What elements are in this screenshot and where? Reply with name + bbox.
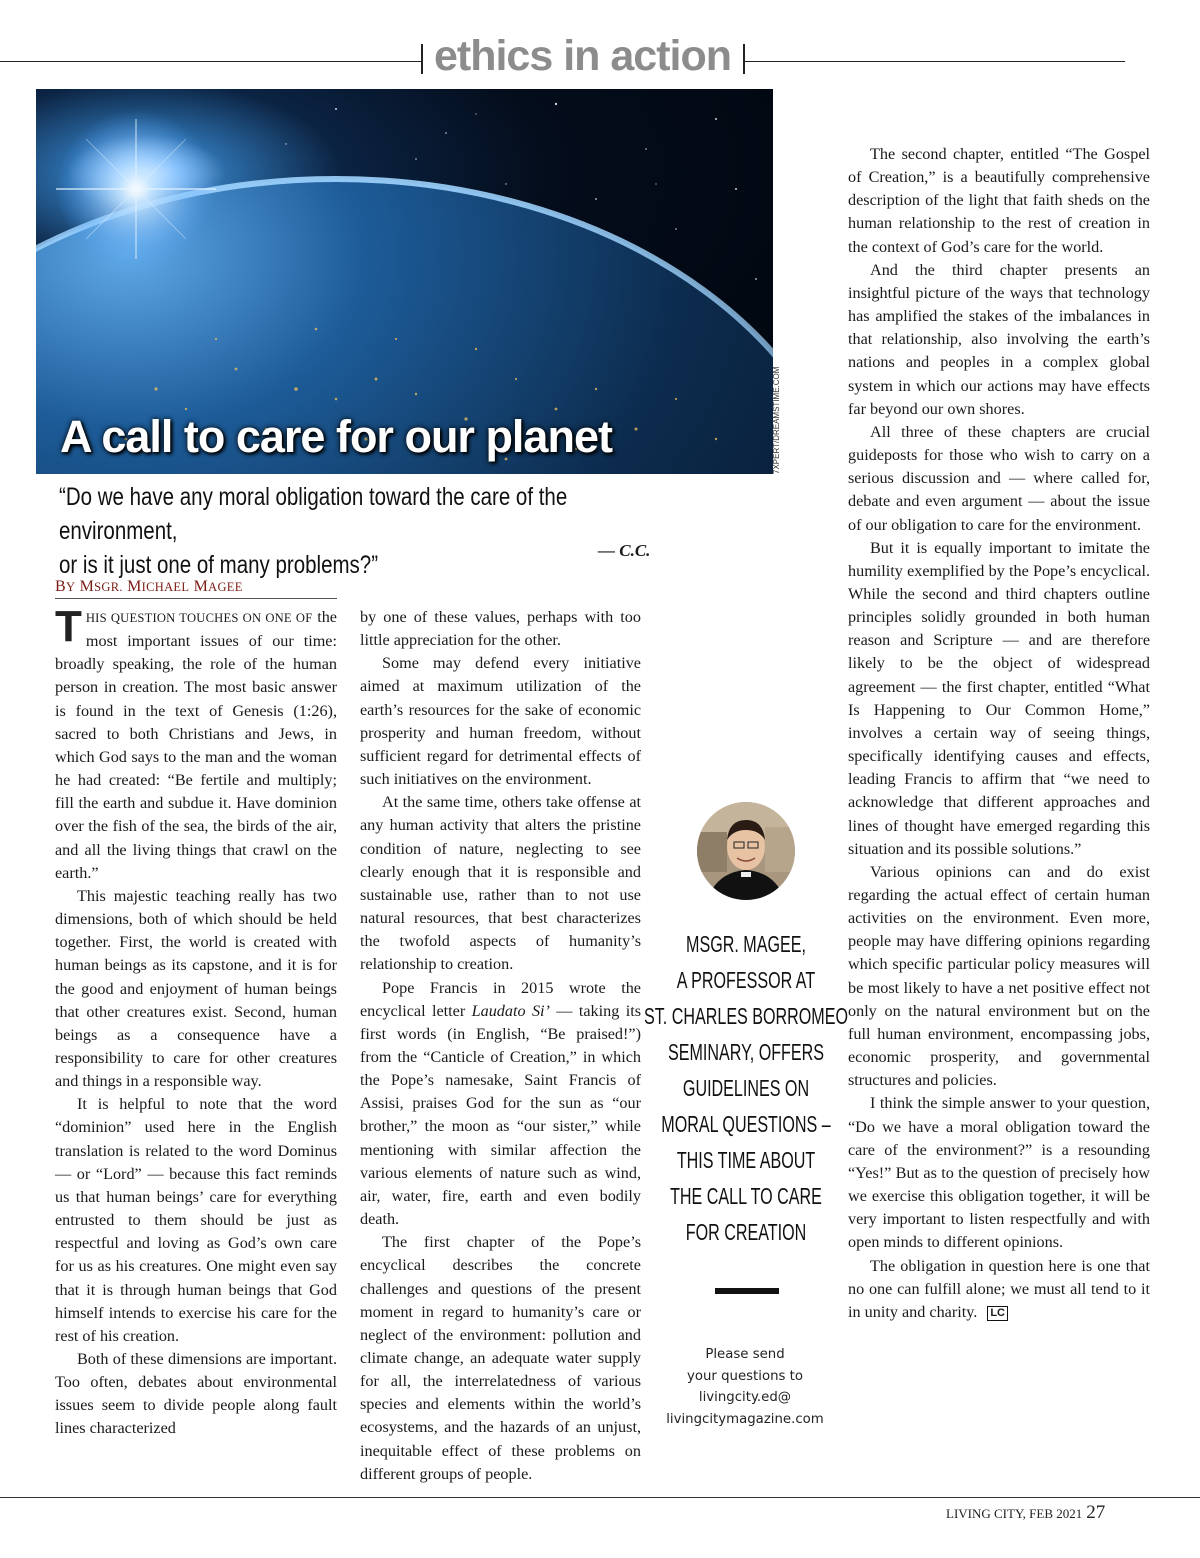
paragraph: At the same time, others take offense at any human activity that alters the pristine condition of nature, neglecting to see clearly enough that it is responsible and sustainable use, rather than to not use natural resources, that best characterizes the twofold aspects of humanity’s relationship to creation. [360,793,641,974]
paragraph: The first chapter of the Pope’s encyclical describes the concrete challenges and questions of the present moment in regard to humanity’s care or neglect of the environment: pollution and climate change, an adequate water supply for all, the interrelatedness of various species and elements within the world’s ecosystems, and the hazards of an unjust, inequitable effect of these problems on different groups of people. [360,1233,641,1483]
paragraph: This majestic teaching really has two dimensions, both of which should be held together. First, the world is created with human beings as its capstone, and it is for the good and enjoyment of human beings that other creatures exist. Second, human beings as a consequence have a responsibility to care for other creatures and things in a responsible way. [55,886,337,1091]
header-rule-left [0,61,422,62]
paragraph: Various opinions can and do exist regarding the actual effect of certain human activities on the environment. Even more, people may have differing opinions regarding which specific particular policy measures will be most likely to have a net positive effect not only on the natural environment but on the full human environment, encompassing jobs, economic prosperity, and governmental structures and policies. [848,862,1150,1090]
hero-earth-image [36,89,773,474]
paragraph: All three of these chapters are crucial guideposts for those who wish to carry on a serious discussion and — where called for, debate and even argument — about the issue of our obligation to care for the environment. [848,422,1150,534]
paragraph: I think the simple answer to your question, “Do we have a moral obligation toward the care of the environment?” is a resounding “Yes!” But as to the question of precisely how we exercise this obligation together, it will be very important to listen respectfully and with open minds to different opinions. [848,1094,1150,1252]
submission-email[interactable]: livingcitymagazine.com [666,1411,824,1427]
pull-quote-line: or is it just one of many problems?” [59,551,379,579]
header-tick-left [421,44,423,74]
blurb-line: MSGR. MAGEE, [686,931,806,957]
blurb-line: SEMINARY, OFFERS [668,1039,824,1065]
article-title: A call to care for our planet [60,411,612,462]
paragraph: And the third chapter presents an insightful picture of the ways that technology has amplified the stakes of the imbalances in that relationship, also involving the earth’s nations and peoples in a complex global system in which our actions may have effects far beyond our own shores. [848,260,1150,418]
header-rule-right [745,61,1125,62]
author-photo [697,802,795,900]
article-column-2 [360,606,641,1486]
paragraph: Both of these dimensions are important. Too often, debates about environmental issues seem to divide people along fault lines characterized [55,1350,337,1438]
author-portrait [697,802,795,900]
sidebar-divider [715,1288,779,1294]
submission-note [655,1344,835,1430]
blurb-line: ST. CHARLES BORROMEO [644,1003,848,1029]
paragraph: THIS QUESTION TOUCHES ON ONE OF the most important issues of our time: broadly speaking, the role of the human person in creation. The most basic answer is found in the text of Genesis (1:26), sacred to both Christians and Jews, in which God says to the man and the woman he had created: “Be fertile and multiply; fill the earth and subdue it. Have dominion over the fish of the sea, the birds of the air, and all the living things that crawl on the earth.” [55,602,337,882]
paragraph: Pope Francis in 2015 wrote the encyclical letter Laudato Si’ — taking its first words (in English, “Be praised!”) from the “Canticle of Creation,” in which the Pope’s namesake, Saint Francis of Assisi, praises God for the sun as “our brother,” the moon as “our sister,” while mentioning with similar affection the various elements of nature such as wind, air, water, fire, earth and even bodily death. [360,978,641,1229]
author-blurb [600,926,892,1250]
submission-line: Please send [705,1347,785,1362]
blurb-line: FOR CREATION [685,1219,807,1245]
section-title: ethics in action [433,32,731,80]
blurb-line: MORAL QUESTIONS – [661,1111,831,1137]
pull-quote [59,480,682,582]
paragraph: The second chapter, entitled “The Gospel of Creation,” is a beautifully comprehensive description of the light that faith sheds on the human relationship to the rest of creation in the context of God’s care for the world. [848,145,1150,256]
footer [946,1502,1105,1524]
paragraph: But it is equally important to imitate the humility exemplified by the Pope’s encyclical. While the second and third chapters outline principles solidly grounded in both human reason and Scripture — and are therefore likely to be the object of widespread agreement — the first chapter, entitled “What Is Happening to Our Common Home,” involves a certain way of seeing things, specifically identifying causes and effects, leading Francis to affirm that “we need to acknowledge that different approaches and lines of thought have emerged regarding this situation and its possible solutions.” [848,538,1150,858]
byline: BY MSGR. MICHAEL MAGEE [55,578,337,599]
article-column-3 [848,143,1150,1324]
footer-rule [0,1497,1200,1498]
blurb-line: A PROFESSOR AT [676,967,816,993]
submission-email[interactable]: livingcity.ed@ [698,1390,792,1405]
blurb-line: THE CALL TO CARE [670,1183,822,1209]
paragraph: Some may defend every initiative aimed at maximum utilization of the earth’s resources for the sake of economic prosperity and human freedom, without sufficient regard for detrimental effects of such initiatives on the environment. [360,654,641,789]
paragraph: by one of these values, perhaps with too little appreciation for the other. [360,608,641,650]
encyclical-title: Laudato Si’ [471,1001,550,1020]
header-tick-right [743,44,745,74]
quote-attribution: — C.C. [598,541,651,560]
publication-name: LIVING CITY, FEB 2021 [946,1506,1083,1521]
article-column-1 [55,602,337,1441]
page-number: 27 [1086,1502,1106,1523]
end-mark-logo: LC [987,1306,1008,1321]
drop-cap: T [55,602,82,651]
paragraph: The obligation in question here is one that no one can fulfill alone; we must all tend to it in unity and charity. LC [848,1256,1150,1321]
submission-line: your questions to [686,1368,804,1384]
blurb-line: THIS TIME ABOUT [676,1147,816,1173]
lead-in: HIS QUESTION TOUCHES ON ONE OF [85,611,313,625]
paragraph: It is helpful to note that the word “dominion” used here in the English translation is related to the word Dominus — or “Lord” — because this fact reminds us that human beings’ care for everything entrusted to them should be just as respectful and loving as God’s own care for us as his creatures. One might even say that it is through human beings that God himself intends to exercise his care for the rest of his creation. [55,1095,337,1345]
pull-quote-line: “Do we have any moral obligation toward the care of the environment, [59,483,568,545]
blurb-line: GUIDELINES ON [682,1075,810,1101]
photo-credit: 7XPERT/DREAMSTIME.COM [772,366,781,474]
